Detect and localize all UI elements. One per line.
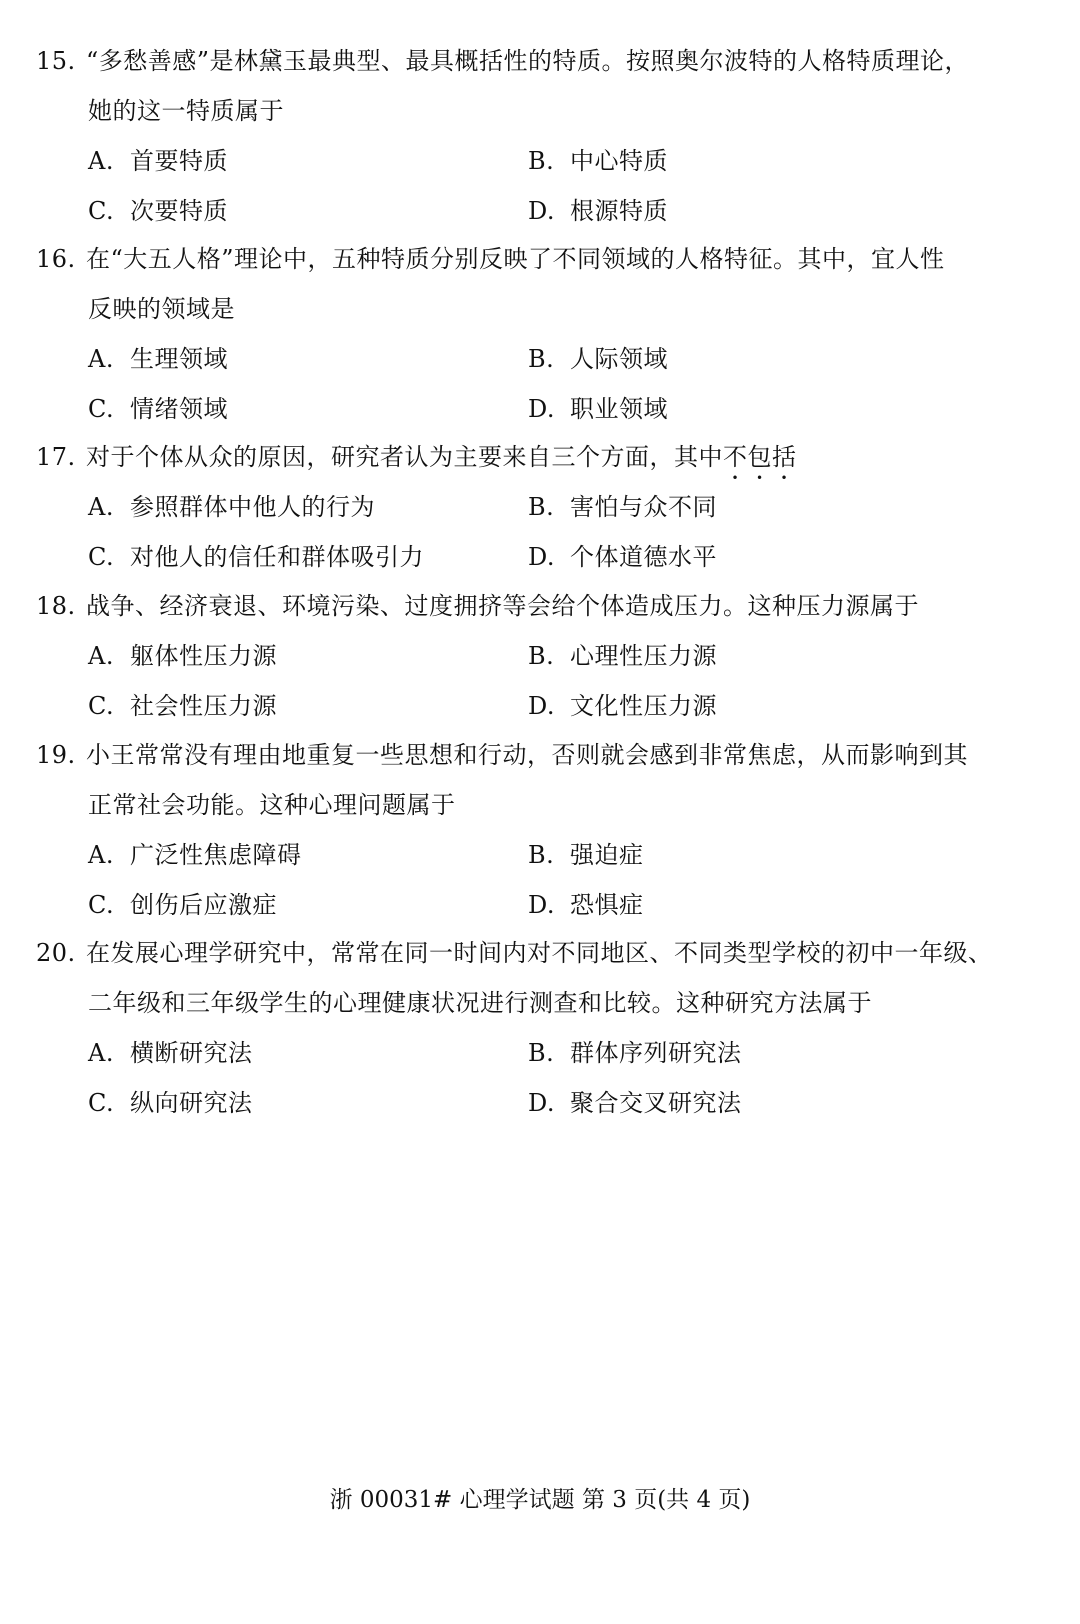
option-d bbox=[528, 186, 668, 236]
option-text: 群体序列研究法 bbox=[570, 1039, 742, 1067]
option-text: 躯体性压力源 bbox=[130, 642, 277, 670]
option-a bbox=[88, 830, 302, 880]
option-text: 中心特质 bbox=[570, 147, 668, 175]
emphasized-text: 不包括 bbox=[723, 443, 797, 471]
option-letter: C. bbox=[88, 395, 115, 423]
question-19 bbox=[36, 730, 1036, 930]
question-stem bbox=[36, 581, 1036, 631]
option-c bbox=[88, 384, 228, 434]
option-a bbox=[88, 136, 228, 186]
option-text: 人际领域 bbox=[570, 345, 668, 373]
question-15 bbox=[36, 36, 1036, 236]
question-stem bbox=[36, 432, 1036, 482]
option-a bbox=[88, 1028, 253, 1078]
options bbox=[36, 334, 1036, 434]
question-stem-line-1: 战争、经济衰退、环境污染、过度拥挤等会给个体造成压力。这种压力源属于 bbox=[86, 592, 919, 620]
option-text: 个体道德水平 bbox=[570, 543, 717, 571]
option-text: 根源特质 bbox=[570, 197, 668, 225]
option-letter: A. bbox=[88, 345, 114, 373]
question-number: 20. bbox=[36, 939, 76, 967]
option-letter: D. bbox=[528, 543, 556, 571]
option-text: 情绪领域 bbox=[130, 395, 228, 423]
option-d bbox=[528, 384, 668, 434]
option-text: 横断研究法 bbox=[130, 1039, 253, 1067]
option-text: 强迫症 bbox=[570, 841, 644, 869]
question-number: 17. bbox=[36, 443, 76, 471]
option-d bbox=[528, 1078, 742, 1128]
question-stem-line-2: 正常社会功能。这种心理问题属于 bbox=[88, 791, 456, 819]
question-16 bbox=[36, 234, 1036, 434]
option-text: 广泛性焦虑障碍 bbox=[130, 841, 302, 869]
option-text: 首要特质 bbox=[130, 147, 228, 175]
option-letter: C. bbox=[88, 891, 115, 919]
option-letter: D. bbox=[528, 1089, 556, 1117]
question-stem-line-1: 小王常常没有理由地重复一些思想和行动，否则就会感到非常焦虑，从而影响到其 bbox=[86, 741, 968, 769]
question-stem bbox=[36, 730, 1036, 780]
question-stem-line-1: 在“大五人格”理论中，五种特质分别反映了不同领域的人格特征。其中，宜人性 bbox=[86, 245, 945, 273]
option-d bbox=[528, 681, 717, 731]
question-stem bbox=[36, 36, 1036, 86]
option-letter: D. bbox=[528, 197, 556, 225]
option-c bbox=[88, 681, 277, 731]
option-text: 对他人的信任和群体吸引力 bbox=[130, 543, 424, 571]
option-b bbox=[528, 631, 717, 681]
option-a bbox=[88, 334, 228, 384]
option-text: 心理性压力源 bbox=[570, 642, 717, 670]
option-text: 纵向研究法 bbox=[130, 1089, 253, 1117]
question-number: 16. bbox=[36, 245, 76, 273]
question-stem-line-2: 二年级和三年级学生的心理健康状况进行测查和比较。这种研究方法属于 bbox=[88, 989, 872, 1017]
option-text: 社会性压力源 bbox=[130, 692, 277, 720]
question-stem-line-1: 在发展心理学研究中，常常在同一时间内对不同地区、不同类型学校的初中一年级、 bbox=[86, 939, 993, 967]
option-letter: B. bbox=[528, 1039, 555, 1067]
options bbox=[36, 136, 1036, 236]
option-d bbox=[528, 532, 717, 582]
page-footer: 浙 00031# 心理学试题 第 3 页(共 4 页) bbox=[329, 1487, 751, 1513]
question-number: 18. bbox=[36, 592, 76, 620]
option-b bbox=[528, 830, 644, 880]
option-letter: A. bbox=[88, 147, 114, 175]
question-stem-line-2: 她的这一特质属于 bbox=[88, 97, 284, 125]
option-text: 文化性压力源 bbox=[570, 692, 717, 720]
option-c bbox=[88, 1078, 253, 1128]
question-stem-line-1: 对于个体从众的原因，研究者认为主要来自三个方面，其中 bbox=[86, 443, 723, 471]
option-b bbox=[528, 334, 668, 384]
option-text: 参照群体中他人的行为 bbox=[130, 493, 375, 521]
question-number: 15. bbox=[36, 47, 76, 75]
options bbox=[36, 631, 1036, 731]
option-letter: C. bbox=[88, 1089, 115, 1117]
options bbox=[36, 482, 1036, 582]
option-letter: D. bbox=[528, 891, 556, 919]
option-a bbox=[88, 482, 375, 532]
option-text: 生理领域 bbox=[130, 345, 228, 373]
question-stem-line-2: 反映的领域是 bbox=[88, 295, 235, 323]
question-20 bbox=[36, 928, 1036, 1128]
option-letter: A. bbox=[88, 493, 114, 521]
question-number: 19. bbox=[36, 741, 76, 769]
option-letter: B. bbox=[528, 841, 555, 869]
option-letter: D. bbox=[528, 692, 556, 720]
options bbox=[36, 1028, 1036, 1128]
option-b bbox=[528, 482, 717, 532]
option-text: 创伤后应激症 bbox=[130, 891, 277, 919]
option-letter: B. bbox=[528, 493, 555, 521]
option-text: 害怕与众不同 bbox=[570, 493, 717, 521]
option-b bbox=[528, 136, 668, 186]
option-c bbox=[88, 186, 228, 236]
option-letter: B. bbox=[528, 642, 555, 670]
option-c bbox=[88, 532, 424, 582]
question-stem bbox=[36, 234, 1036, 284]
option-letter: C. bbox=[88, 197, 115, 225]
question-stem-line-1: “多愁善感”是林黛玉最典型、最具概括性的特质。按照奥尔波特的人格特质理论， bbox=[86, 47, 970, 75]
option-letter: A. bbox=[88, 841, 114, 869]
question-18 bbox=[36, 581, 1036, 731]
option-c bbox=[88, 880, 277, 930]
option-letter: A. bbox=[88, 1039, 114, 1067]
option-text: 次要特质 bbox=[130, 197, 228, 225]
question-stem bbox=[36, 928, 1036, 978]
option-letter: B. bbox=[528, 147, 555, 175]
question-17 bbox=[36, 432, 1036, 582]
option-b bbox=[528, 1028, 742, 1078]
option-letter: D. bbox=[528, 395, 556, 423]
option-letter: C. bbox=[88, 692, 115, 720]
option-letter: B. bbox=[528, 345, 555, 373]
option-text: 职业领域 bbox=[570, 395, 668, 423]
options bbox=[36, 830, 1036, 930]
option-d bbox=[528, 880, 644, 930]
option-letter: A. bbox=[88, 642, 114, 670]
option-letter: C. bbox=[88, 543, 115, 571]
option-a bbox=[88, 631, 277, 681]
option-text: 聚合交叉研究法 bbox=[570, 1089, 742, 1117]
option-text: 恐惧症 bbox=[570, 891, 644, 919]
